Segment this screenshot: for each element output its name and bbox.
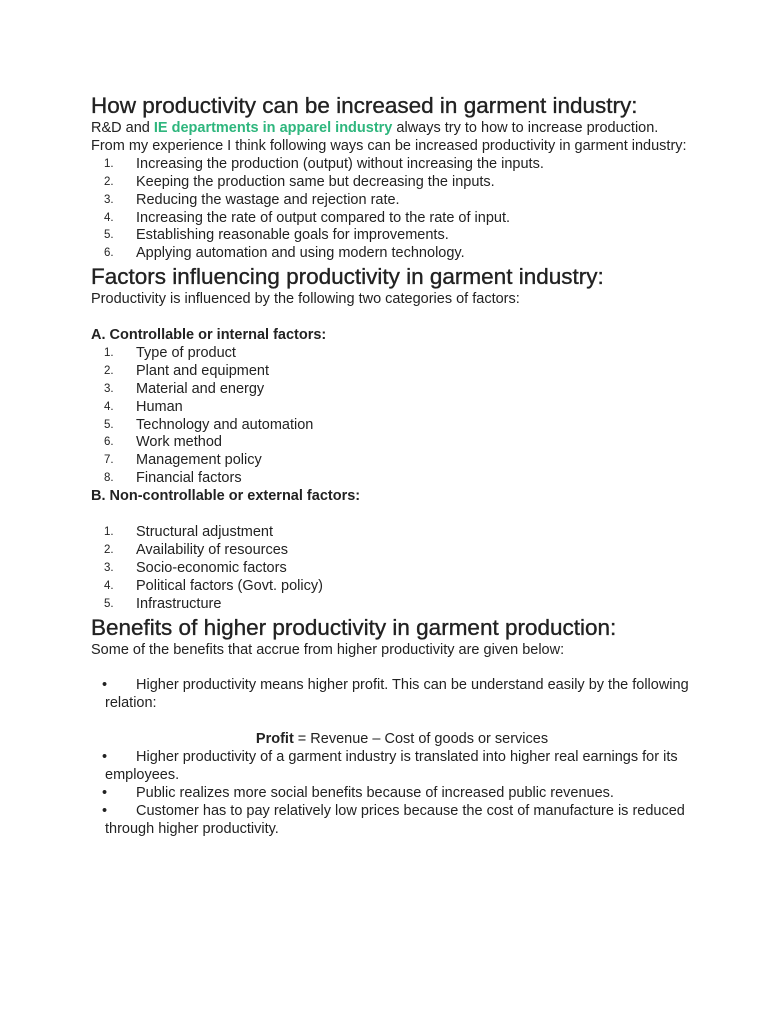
list-text: Work method xyxy=(136,434,222,451)
list-number: 1. xyxy=(104,157,114,170)
list-text: Plant and equipment xyxy=(136,362,270,379)
list-text: Increasing the production (output) without increasing the inputs. xyxy=(136,155,544,172)
list-number: 3. xyxy=(104,561,114,574)
profit-formula xyxy=(91,731,691,749)
list-item xyxy=(91,245,691,263)
list-number: 5. xyxy=(104,229,114,242)
list-number: 4. xyxy=(104,579,114,592)
heading-benefits: Benefits of higher productivity in garment production: xyxy=(91,614,617,640)
bullet-icon: • xyxy=(102,677,108,694)
list-item xyxy=(91,524,691,542)
subheading-non-controllable: B. Non-controllable or external factors: xyxy=(91,488,361,505)
list-text: Availability of resources xyxy=(136,541,289,558)
list-item xyxy=(91,803,691,839)
list-item xyxy=(91,345,691,363)
list-item xyxy=(91,596,691,614)
list-item xyxy=(91,192,691,210)
subheading-controllable: A. Controllable or internal factors: xyxy=(91,327,327,344)
list-item xyxy=(91,381,691,399)
list-item xyxy=(91,560,691,578)
list-text: Political factors (Govt. policy) xyxy=(136,577,323,594)
list-number: 2. xyxy=(104,175,114,188)
list-text: Higher productivity of a garment industry is translated into higher real earnings for its employees. xyxy=(105,748,678,783)
list-text: Structural adjustment xyxy=(136,524,274,540)
list-text: Material and energy xyxy=(136,380,265,397)
list-text: Financial factors xyxy=(136,470,242,487)
list-text: Increasing the rate of output compared to the rate of input. xyxy=(136,209,511,226)
intro-paragraph-1 xyxy=(91,120,691,156)
list-number: 1. xyxy=(104,526,114,538)
list-item xyxy=(91,210,691,228)
list-text: Reducing the wastage and rejection rate. xyxy=(136,191,400,208)
list-number: 3. xyxy=(104,382,114,395)
list-item xyxy=(91,542,691,560)
list-text: Infrastructure xyxy=(136,595,222,612)
list-item xyxy=(91,227,691,245)
list-number: 4. xyxy=(104,211,114,224)
ways-list xyxy=(91,156,691,263)
list-text: Management policy xyxy=(136,452,262,469)
list-item xyxy=(91,156,691,174)
formula-expression: = Revenue – Cost of goods or services xyxy=(293,731,549,748)
list-number: 2. xyxy=(104,543,114,556)
list-text: Establishing reasonable goals for improvements. xyxy=(136,227,449,244)
list-item xyxy=(91,785,691,803)
list-text: Socio-economic factors xyxy=(136,559,287,576)
benefits-list-continued xyxy=(91,749,691,839)
list-text: Human xyxy=(136,398,183,415)
list-text: Keeping the production same but decreasing the inputs. xyxy=(136,173,495,190)
list-item xyxy=(91,434,691,452)
intro-text-before: R&D and xyxy=(91,120,154,136)
list-number: 1. xyxy=(104,346,114,359)
list-text: Applying automation and using modern technology. xyxy=(136,245,465,262)
bullet-icon: • xyxy=(102,748,108,765)
intro-text-after: always try to how to increase production. From my experience I think following ways can be increased productivity in garment industry: xyxy=(91,120,687,154)
bullet-icon: • xyxy=(102,802,108,819)
list-number: 7. xyxy=(104,454,114,467)
list-number: 3. xyxy=(104,193,114,206)
list-item xyxy=(91,452,691,470)
list-item xyxy=(91,578,691,596)
list-number: 2. xyxy=(104,364,114,377)
heading-factors: Factors influencing productivity in garment industry: xyxy=(91,264,604,290)
list-number: 5. xyxy=(104,597,114,610)
non-controllable-factors-list xyxy=(91,524,691,614)
bullet-icon: • xyxy=(102,784,108,801)
factors-intro: Productivity is influenced by the following two categories of factors: xyxy=(91,291,520,308)
benefits-list xyxy=(91,677,691,713)
benefits-intro: Some of the benefits that accrue from higher productivity are given below: xyxy=(91,641,565,658)
spacer xyxy=(91,713,691,731)
formula-term: Profit xyxy=(255,731,294,748)
list-text: Higher productivity means higher profit. This can be understand easily by the following relation: xyxy=(105,677,689,712)
list-number: 8. xyxy=(104,472,114,485)
list-text: Type of product xyxy=(136,344,236,361)
list-text: Customer has to pay relatively low prices because the cost of manufacture is reduced through higher productivity. xyxy=(105,802,685,837)
heading-increase-productivity: How productivity can be increased in garment industry: xyxy=(91,93,638,118)
list-number: 6. xyxy=(104,247,114,260)
list-item xyxy=(91,399,691,417)
controllable-factors-list xyxy=(91,345,691,488)
list-number: 5. xyxy=(104,418,114,431)
list-item xyxy=(91,470,691,488)
list-number: 6. xyxy=(104,436,114,449)
list-number: 4. xyxy=(104,400,114,413)
spacer xyxy=(91,659,691,677)
list-item xyxy=(91,174,691,192)
list-item xyxy=(91,677,691,713)
ie-departments-link[interactable]: IE departments in apparel industry xyxy=(153,120,393,136)
spacer xyxy=(91,309,691,327)
list-item xyxy=(91,749,691,785)
list-text: Technology and automation xyxy=(136,416,314,433)
list-item xyxy=(91,363,691,381)
list-item xyxy=(91,417,691,435)
list-text: Public realizes more social benefits because of increased public revenues. xyxy=(136,784,614,801)
article-content xyxy=(91,92,691,838)
spacer xyxy=(91,506,691,524)
